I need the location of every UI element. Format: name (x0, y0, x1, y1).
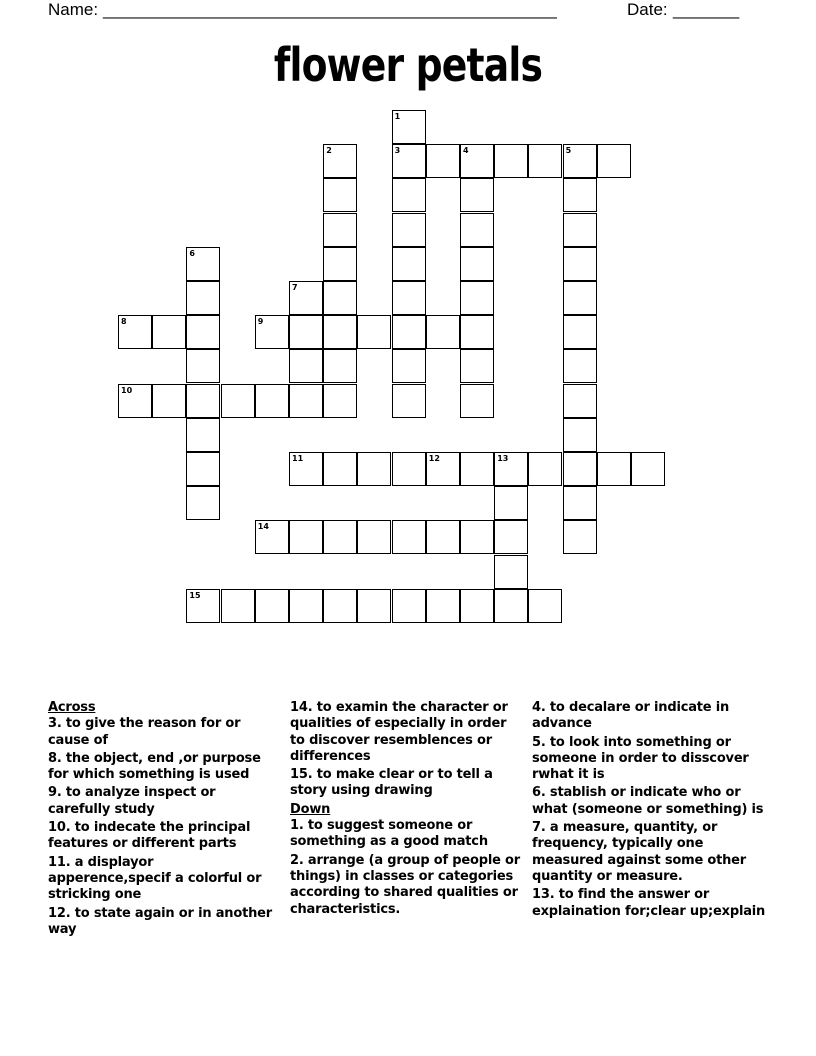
clues-column-3 (532, 700, 772, 922)
grid-cell[interactable] (289, 520, 323, 554)
grid-cell[interactable] (460, 589, 494, 623)
grid-cell[interactable] (186, 281, 220, 315)
grid-cell[interactable] (597, 144, 631, 178)
grid-cell[interactable] (426, 452, 460, 486)
grid-cell[interactable] (528, 589, 562, 623)
grid-cell[interactable] (426, 315, 460, 349)
grid-cell[interactable] (289, 452, 323, 486)
grid-cell[interactable] (392, 520, 426, 554)
grid-cell[interactable] (460, 178, 494, 212)
cell-number: 5 (565, 146, 572, 156)
grid-cell[interactable] (460, 281, 494, 315)
grid-cell[interactable] (597, 452, 631, 486)
grid-cell[interactable] (528, 144, 562, 178)
grid-cell[interactable] (323, 247, 357, 281)
cell-number: 13 (497, 454, 509, 463)
grid-cell[interactable] (494, 144, 528, 178)
grid-cell[interactable] (323, 589, 357, 623)
name-label: Name: (48, 0, 99, 19)
clue-down-5: 5. to look into something or someone in order to disscover rwhat it is (532, 734, 749, 783)
cell-number: 3 (394, 146, 401, 156)
grid-cell[interactable] (563, 247, 597, 281)
grid-cell[interactable] (460, 213, 494, 247)
grid-cell[interactable] (186, 247, 220, 281)
grid-cell[interactable] (186, 486, 220, 520)
grid-cell[interactable] (494, 589, 528, 623)
grid-cell[interactable] (255, 384, 289, 418)
grid-cell[interactable] (289, 589, 323, 623)
grid-cell[interactable] (118, 384, 152, 418)
cell-number: 7 (292, 283, 298, 292)
cell-number: 8 (121, 317, 127, 327)
name-field[interactable]: ________________________________________________ (103, 0, 557, 19)
clue-down-6: 6. stablish or indicate who or what (someone or something) is (532, 785, 764, 817)
grid-cell[interactable] (289, 349, 323, 383)
grid-cell[interactable] (426, 520, 460, 554)
clue-across-14: 14. to examin the character or qualities of especially in order to discover resemblences or differences (290, 700, 508, 764)
grid-cell[interactable] (152, 315, 186, 349)
clue-across-8: 8. the object, end ,or purpose for which something is used (48, 750, 261, 783)
grid-cell[interactable] (563, 178, 597, 212)
grid-cell[interactable] (392, 281, 426, 315)
grid-cell[interactable] (563, 349, 597, 383)
grid-cell[interactable] (221, 589, 255, 623)
clue-across-9: 9. to analyze inspect or carefully study (48, 785, 216, 817)
grid-cell[interactable] (323, 178, 357, 212)
grid-cell[interactable] (221, 384, 255, 418)
grid-cell[interactable] (460, 384, 494, 418)
grid-cell[interactable] (426, 144, 460, 178)
grid-cell[interactable] (323, 384, 357, 418)
grid-cell[interactable] (392, 247, 426, 281)
grid-cell[interactable] (631, 452, 665, 486)
grid-cell[interactable] (563, 315, 597, 349)
grid-cell[interactable] (392, 384, 426, 418)
grid-cell[interactable] (357, 589, 391, 623)
grid-cell[interactable] (392, 144, 426, 178)
grid-cell[interactable] (323, 315, 357, 349)
clues-column-2 (290, 700, 522, 920)
cell-number: 4 (463, 146, 469, 156)
grid-cell[interactable] (186, 589, 220, 623)
clue-across-3: 3. to give the reason for or cause of (48, 716, 241, 748)
grid-cell[interactable] (323, 281, 357, 315)
clue-across-10: 10. to indecate the principal features or different parts (48, 820, 251, 852)
grid-cell[interactable] (563, 418, 597, 452)
cell-number: 11 (292, 454, 304, 463)
grid-cell[interactable] (392, 589, 426, 623)
grid-cell[interactable] (392, 349, 426, 383)
across-heading: Across (48, 700, 96, 715)
grid-cell[interactable] (460, 315, 494, 349)
down-heading: Down (290, 801, 331, 817)
grid-cell[interactable] (563, 486, 597, 520)
grid-cell[interactable] (323, 144, 357, 178)
grid-cell[interactable] (186, 452, 220, 486)
grid-cell[interactable] (460, 247, 494, 281)
clue-down-13: 13. to find the answer or explaination for;clear up;explain (532, 887, 766, 919)
grid-cell[interactable] (392, 178, 426, 212)
clue-down-4: 4. to decalare or indicate in advance (532, 700, 730, 732)
cell-number: 10 (121, 385, 133, 395)
grid-cell[interactable] (186, 384, 220, 418)
grid-cell[interactable] (563, 281, 597, 315)
grid-cell[interactable] (460, 520, 494, 554)
cell-number: 15 (189, 590, 201, 600)
grid-cell[interactable] (460, 452, 494, 486)
grid-cell[interactable] (323, 452, 357, 486)
clue-down-1: 1. to suggest someone or something as a good match (290, 818, 488, 850)
clues-column-1 (48, 700, 276, 940)
grid-cell[interactable] (563, 144, 597, 178)
clue-across-15: 15. to make clear or to tell a story using drawing (290, 767, 493, 799)
grid-cell[interactable] (289, 315, 323, 349)
grid-cell[interactable] (118, 315, 152, 349)
grid-cell[interactable] (357, 315, 391, 349)
date-label: Date: (627, 0, 668, 19)
grid-cell[interactable] (152, 384, 186, 418)
grid-cell[interactable] (323, 520, 357, 554)
grid-cell[interactable] (426, 589, 460, 623)
grid-cell[interactable] (186, 349, 220, 383)
grid-cell[interactable] (392, 315, 426, 349)
grid-cell[interactable] (460, 144, 494, 178)
grid-cell[interactable] (357, 452, 391, 486)
cell-number: 1 (394, 112, 401, 121)
cell-number: 12 (428, 454, 440, 463)
grid-cell[interactable] (563, 452, 597, 486)
clue-across-12: 12. to state again or in another way (48, 905, 272, 937)
cell-number: 9 (257, 317, 264, 327)
grid-cell[interactable] (460, 349, 494, 383)
grid-cell[interactable] (494, 520, 528, 554)
grid-cell[interactable] (186, 418, 220, 452)
grid-cell[interactable] (357, 520, 391, 554)
grid-cell[interactable] (563, 520, 597, 554)
cell-number: 6 (189, 248, 195, 258)
grid-cell[interactable] (289, 281, 323, 315)
grid-cell[interactable] (392, 110, 426, 144)
cell-number: 14 (257, 522, 269, 532)
cell-number: 2 (326, 146, 332, 156)
grid-cell[interactable] (255, 315, 289, 349)
page-title: flower petals (273, 38, 543, 92)
grid-cell[interactable] (323, 213, 357, 247)
grid-cell[interactable] (563, 384, 597, 418)
clue-across-11: 11. a displayor apperence,specif a colorful or stricking one (48, 854, 262, 903)
grid-cell[interactable] (528, 452, 562, 486)
grid-cell[interactable] (289, 384, 323, 418)
grid-cell[interactable] (392, 213, 426, 247)
grid-cell[interactable] (494, 486, 528, 520)
grid-cell[interactable] (323, 349, 357, 383)
grid-cell[interactable] (255, 589, 289, 623)
clue-down-2: 2. arrange (a group of people or things) in classes or categories according to shared qualities or characteristics. (290, 852, 520, 917)
grid-cell[interactable] (392, 452, 426, 486)
date-field[interactable]: _______ (673, 0, 740, 19)
grid-cell[interactable] (494, 452, 528, 486)
grid-cell[interactable] (563, 213, 597, 247)
grid-cell[interactable] (494, 555, 528, 589)
clue-down-7: 7. a measure, quantity, or frequency, typically one measured against some other quantity or measure. (532, 820, 747, 884)
grid-cell[interactable] (255, 520, 289, 554)
grid-cell[interactable] (186, 315, 220, 349)
